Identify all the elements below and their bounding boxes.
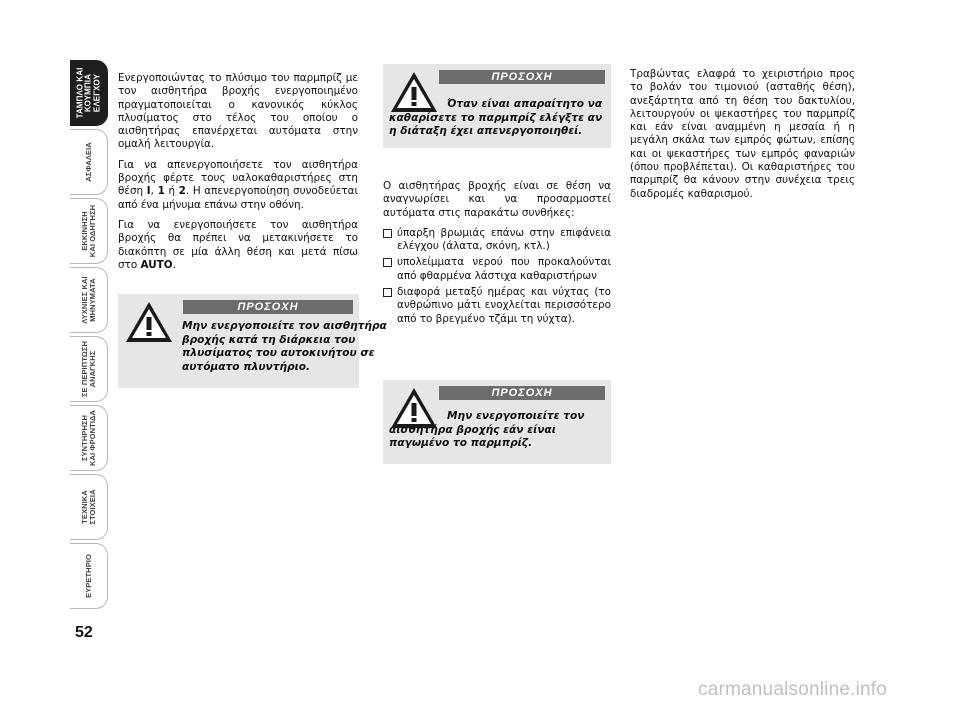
paragraph: Ενεργοποιώντας το πλύσιμο του παρμπρίζ με τον αισθητήρα βροχής ενεργοποιημένο πραγματοποιείται ο κανονικός κύκλος πλυσίματος στο τέλος του οποίου ο αισθητήρας επανέρχεται αυτόματα στην ομαλή λειτουργία.: [118, 72, 358, 151]
position-label: 2: [178, 185, 186, 198]
text-column-1: [118, 72, 358, 279]
tab-label: ΣΕ ΠΕΡΙΠΤΩΣΗ ΑΝΑΓΚΗΣ: [79, 340, 97, 398]
text-column-2: [383, 180, 611, 329]
tab-dashboard-controls[interactable]: [70, 60, 108, 126]
tab-maintenance[interactable]: [70, 405, 108, 471]
warning-title: ΠΡΟΣΟΧΗ: [183, 300, 353, 314]
tab-lights-messages[interactable]: [70, 267, 108, 333]
tab-label: ΕΚΚΙΝΗΣΗ ΚΑΙ ΟΔΗΓΗΣΗ: [79, 204, 97, 258]
paragraph: Για να ενεργοποιήσετε τον αισθητήρα βροχής θα πρέπει να μετακινήσετε το διακόπτη σε μία άλλη θέση και μετά πίσω στο AUTO.: [118, 218, 358, 271]
list-item: διαφορά μεταξύ ημέρας και νύχτας (το ανθρώπινο μάτι ενοχλείται περισσότερο από το βρεγμένο τζάμι τη νύχτα).: [383, 286, 611, 326]
page-number: 52: [75, 624, 93, 641]
tab-safety[interactable]: [70, 129, 108, 195]
checkbox-bullet-icon: [383, 229, 392, 238]
tab-emergency[interactable]: [70, 336, 108, 402]
checkbox-bullet-icon: [383, 288, 392, 297]
watermark: carmanualsonline.info: [698, 679, 888, 700]
tab-index[interactable]: [70, 543, 108, 609]
tab-starting-driving[interactable]: [70, 198, 108, 264]
warning-text: Μην ενεργοποιείτε τον αισθητήρα βροχής εάν είναι παγωμένο το παρμπρίζ.: [389, 410, 585, 449]
conditions-list: [383, 227, 611, 326]
paragraph: Ο αισθητήρας βροχής είναι σε θέση να αναγνωρίσει και να προσαρμοστεί αυτόματα στις παρακάτω συνθήκες:: [383, 180, 611, 219]
warning-box: [383, 64, 611, 148]
tab-label: ΕΥΡΕΤΗΡΙΟ: [83, 554, 93, 598]
tab-label: ΤΑΜΠΛΟ ΚΑΙ ΚΟΥΜΠΙΑ ΕΛΕΓΧΟΥ: [75, 67, 102, 119]
warning-title: ΠΡΟΣΟΧΗ: [439, 386, 605, 400]
tab-label: ΤΕΧΝΙΚΑ ΣΤΟΙΧΕΙΑ: [79, 489, 97, 525]
tab-label: ΑΣΦΑΛΕΙΑ: [83, 142, 93, 182]
list-item: υπολείμματα νερού που προκαλούνται από φθαρμένα λάστιχα καθαριστήρων: [383, 256, 611, 283]
checkbox-bullet-icon: [383, 258, 392, 267]
tab-label: ΛΥΧΝΙΕΣ ΚΑΙ ΜΗΝΥΜΑΤΑ: [79, 276, 97, 324]
warning-title: ΠΡΟΣΟΧΗ: [439, 70, 605, 84]
tab-technical-data[interactable]: [70, 474, 108, 540]
list-item: ύπαρξη βρωμιάς επάνω στην επιφάνεια ελέγχου (άλατα, σκόνη, κτλ.): [383, 227, 611, 254]
paragraph: Τραβώντας ελαφρά το χειριστήριο προς το βολάν του τιμονιού (ασταθής θέση), ανεξάρτητα από τη θέση του δακτυλίου, λειτουργούν οι ψεκαστήρες του παρμπρίζ και εάν είναι αναμμένη η μεσαία ή η μεγάλη σκάλα των εμπρός φώτων, επίσης και οι ψεκαστήρες των εμπρός φαναριών (όπου προβλέπεται). Οι καθαριστήρες του παρμπρίζ θα κάνουν στην συνέχεια τρεις διαδρομές καθαρισμού.: [630, 68, 855, 200]
tab-label: ΣΥΝΤΗΡΗΣΗ ΚΑΙ ΦΡΟΝΤΙΔΑ: [79, 409, 97, 467]
warning-box: [118, 294, 387, 388]
paragraph: Για να απενεργοποιήσετε τον αισθητήρα βροχής φέρτε τους υαλοκαθαριστήρες στη θέση I, 1 ή 2. Η απενεργοποίηση συνοδεύεται από ένα μήνυμα επάνω στην οθόνη.: [118, 158, 359, 211]
position-label: 1: [157, 185, 165, 198]
text-column-3: [630, 68, 855, 208]
auto-label: AUTO: [140, 258, 173, 271]
warning-box: [383, 380, 611, 464]
warning-text: Μην ενεργοποιείτε τον αισθητήρα βροχής κατά τη διάρκεια του πλυσίματος του αυτοκινήτου σε αυτόματο πλυντήριο.: [182, 320, 387, 373]
position-label: I: [146, 185, 151, 198]
warning-text: Όταν είναι απαραίτητο να καθαρίσετε το παρμπρίζ ελέγξτε αν η διάταξη έχει απενεργοποιηθεί.: [389, 98, 603, 137]
